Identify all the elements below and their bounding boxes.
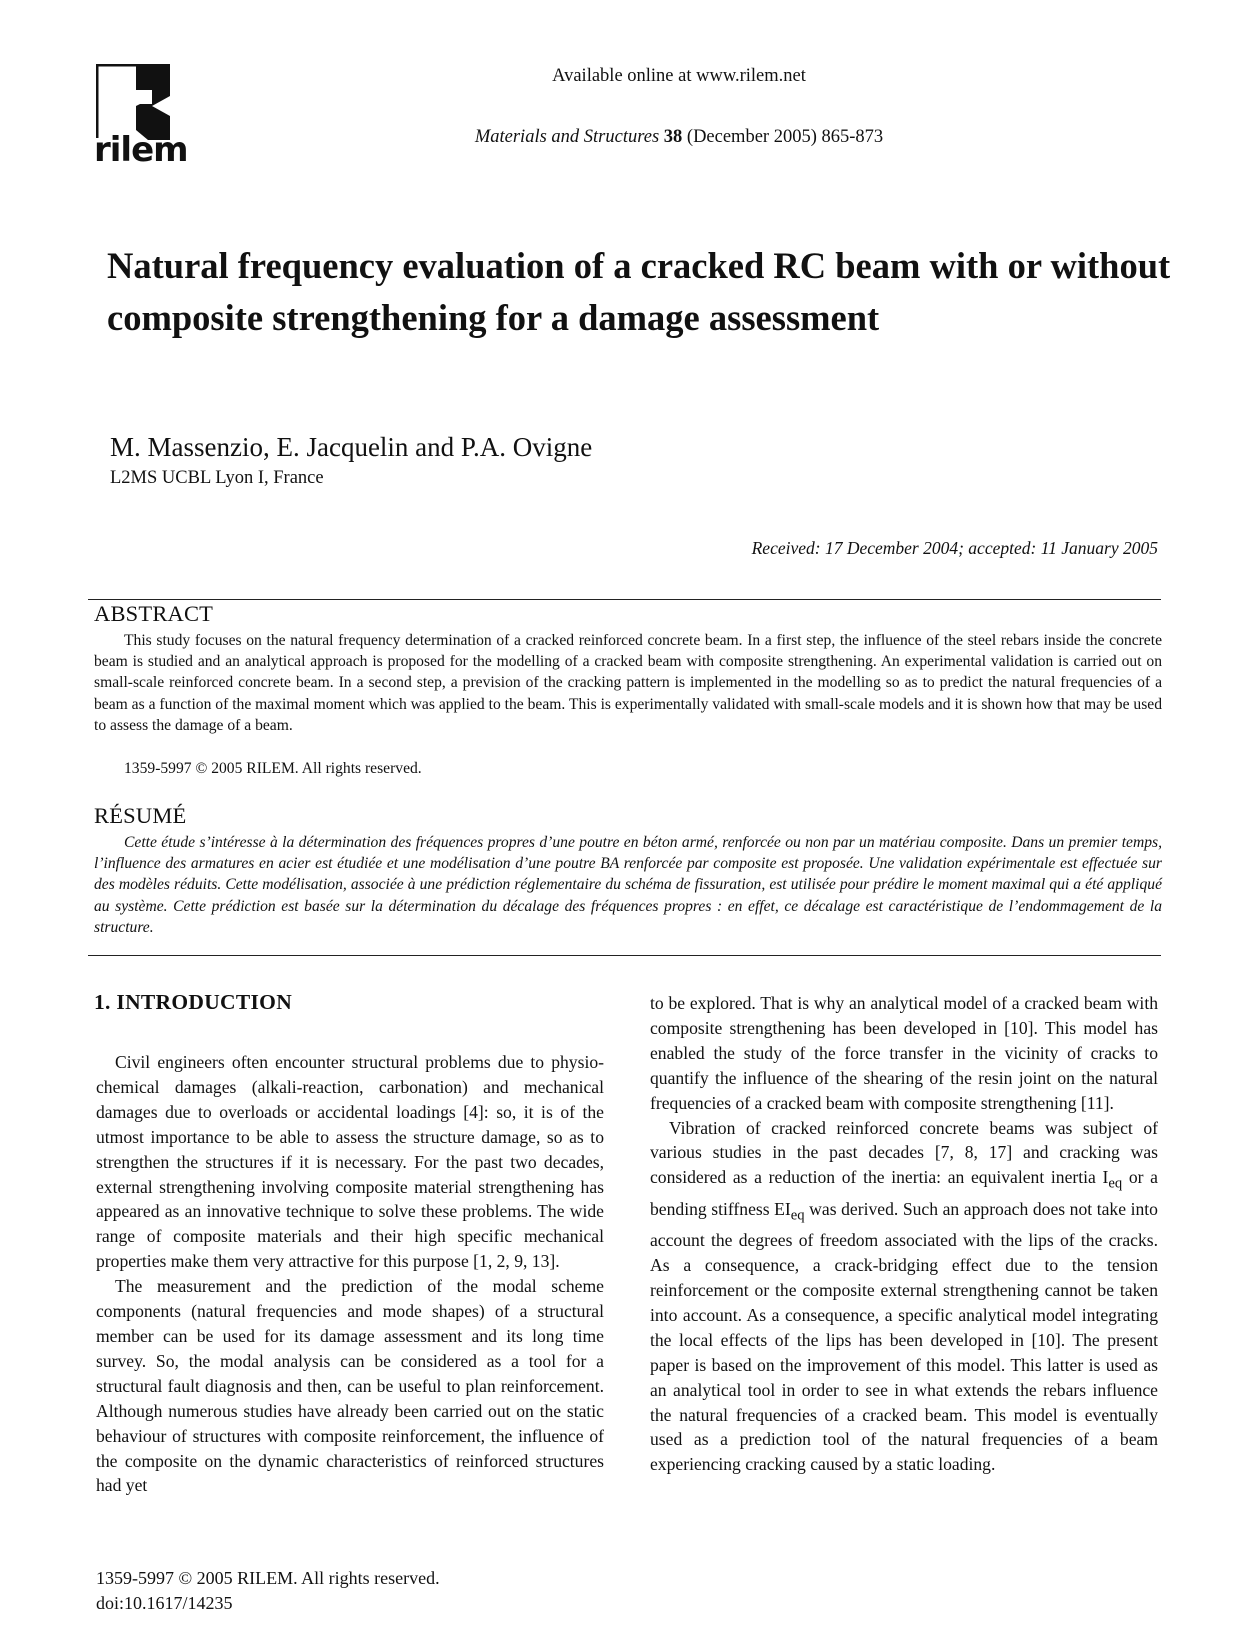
resume-heading: RÉSUMÉ [94,803,187,828]
para4-subscript-2: eq [790,1207,805,1224]
abstract-text: This study focuses on the natural frequency determination of a cracked reinforced concrete beam. In a first step, the influence of the steel rebars inside the concrete beam is studied and an analytical approach is proposed for the modelling of a cracked beam with composite strengthening. An experimental validation is carried out on small-scale reinforced concrete beam. In a second step, a prevision of the cracking pattern is implemented in the modelling so as to predict the natural frequencies of a beam as a function of the maximal moment which was applied to the beam. This is experimentally validated with small-scale models and it is shown how that may be used to assess the damage of a beam. [94,632,1162,734]
journal-volume: 38 [663,127,683,147]
body-column-left [96,1050,604,1498]
online-availability: Available online at www.rilem.net [552,66,806,86]
footer-copyright: 1359-5997 © 2005 RILEM. All rights reserved. [96,1568,440,1588]
received-dates: Received: 17 December 2004; accepted: 11 January 2005 [751,538,1158,558]
paper-title: Natural frequency evaluation of a cracked RC beam with or without composite strengthening for a damage assessment [107,245,1171,338]
para4-text-c: was derived. Such an approach does not take into account the degrees of freedom associated with the lips of the cracks. As a consequence, a crack-bridging effect due to the tension reinforcement or the composite external strengthening cannot be taken into account. As a consequence, a specific analytical model integrating the local effects of the lips has been developed in [10]. The present paper is based on the improvement of this model. This latter is used as an analytical tool in order to see in what extends the rebars influence the natural frequencies of a cracked beam. This model is eventually used as a prediction tool of the natural frequencies of a beam experiencing cracking caused by a static loading. [650,1198,1158,1475]
para4-text-b: or a bending stiffness EI [650,1167,1158,1219]
affiliation: L2MS UCBL Lyon I, France [110,468,324,488]
intro-paragraph-3: to be explored. That is why an analytical model of a cracked beam with composite strengthening has been developed in [10]. This model has enabled the study of the force transfer in the vicinity of cracks to quantify the influence of the shearing of the resin joint on the natural frequencies of a cracked beam with composite strengthening [11]. [650,993,1158,1113]
abstract-heading: ABSTRACT [94,601,214,626]
journal-name: Materials and Structures [474,127,660,147]
logo-wordmark: rilem [94,130,188,170]
abstract-copyright: 1359-5997 © 2005 RILEM. All rights reserved. [124,760,422,777]
divider-bottom [88,955,1161,956]
authors: M. Massenzio, E. Jacquelin and P.A. Ovigne [110,432,593,462]
journal-citation [0,127,1238,148]
intro-paragraph-4 [650,1116,1158,1478]
resume-text: Cette étude s’intéresse à la détermination des fréquences propres d’une poutre en béton armé, renforcée ou non par un matériau composite. Dans un premier temps, l’influence des armatures en acier est étudiée et une modélisation d’une poutre BA renforcée par composite est proposée. Une validation expérimentale est effectuée sur des modèles réduits. Cette modélisation, associée à une prédiction réglementaire du schéma de fissuration, est utilisée pour prédire le moment maximal qui a été appliqué au système. Cette prédiction est basée sur la détermination du décalage des fréquences propres : en effet, ce décalage est caractéristique de l’endommagement de la structure. [94,834,1162,936]
para4-text-a: Vibration of cracked reinforced concrete beams was subject of various studies in the past decades [7, 8, 17] and cracking was considered as a reduction of the inertia: an equivalent inertia I [650,1117,1158,1188]
intro-paragraph-1: Civil engineers often encounter structural problems due to physio-chemical damages (alkali-reaction, carbonation) and mechanical damages due to overloads or accidental loadings [4]: so, it is of the utmost importance to be able to assess the structure damage, so as to strengthen the structures if it is necessary. For the past two decades, external strengthening involving composite material strengthening has appeared as an innovative technique to solve these problems. The wide range of composite materials and their high specific mechanical properties make them very attractive for this purpose [1, 2, 9, 13]. [96,1052,604,1272]
intro-paragraph-2: The measurement and the prediction of the modal scheme components (natural frequencies and mode shapes) of a structural member can be used for its damage assessment and its long time survey. So, the modal analysis can be considered as a tool for a structural fault diagnosis and then, can be useful to plan reinforcement. Although numerous studies have already been carried out on the static behaviour of structures with composite reinforcement, the influence of the composite on the dynamic characteristics of reinforced structures had yet [96,1276,604,1496]
body-column-right [650,991,1158,1477]
divider-top [88,599,1161,600]
intro-heading: 1. INTRODUCTION [94,990,293,1014]
footer-doi: doi:10.1617/14235 [96,1593,233,1613]
para4-subscript-1: eq [1108,1175,1123,1192]
journal-issue-pages: (December 2005) 865-873 [686,127,884,147]
